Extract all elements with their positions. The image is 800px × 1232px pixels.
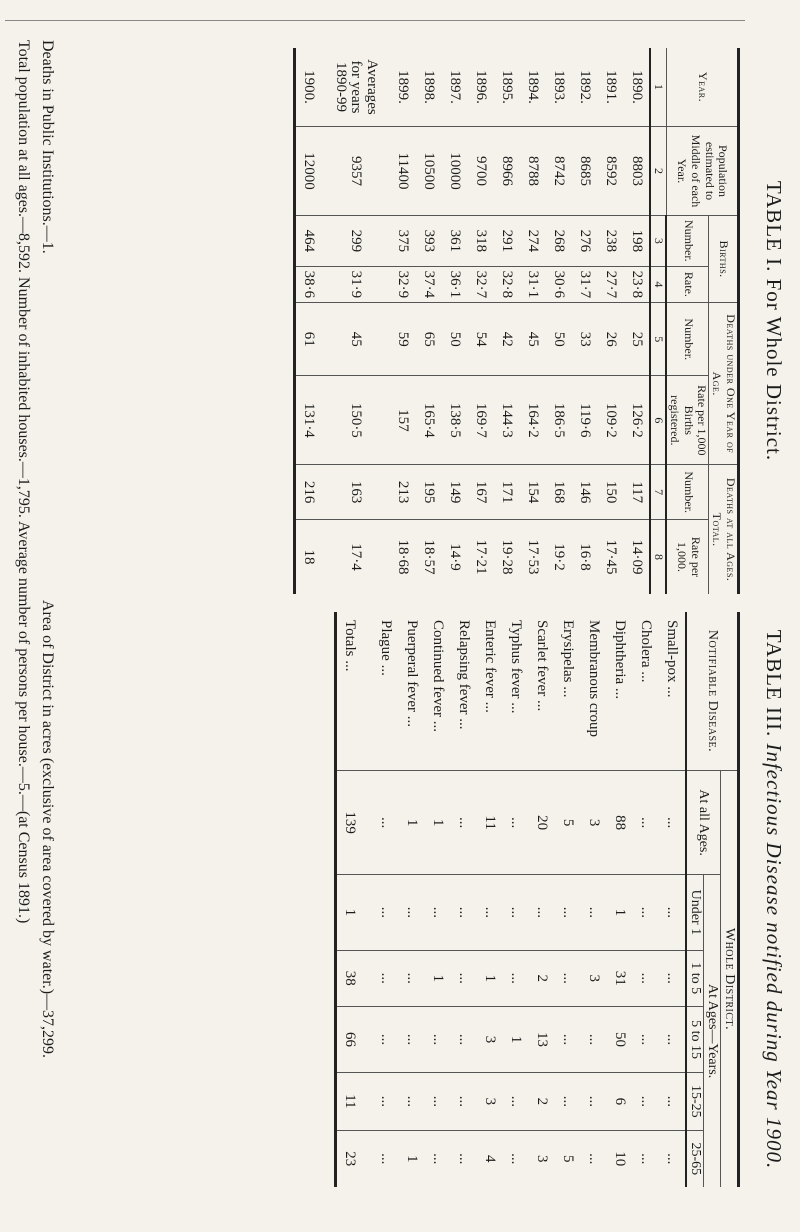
- table-cell: 18: [294, 520, 322, 594]
- table-row: [373, 612, 399, 1187]
- table-cell: ...: [477, 875, 503, 950]
- table-cell: ...: [581, 1006, 607, 1072]
- table-cell: ...: [503, 1130, 529, 1187]
- table-cell: 23: [335, 1130, 363, 1187]
- table-cell: ...: [659, 1073, 686, 1131]
- table-cell: 37·4: [415, 266, 441, 303]
- table3-title-rest: Infectious Disease notified during Year 1900.: [762, 743, 786, 1170]
- footer-line-2: Total population at all ages.—8,592. Number of inhabited houses.—1,795. Average number of persons per house.—5.—(at Census 1891.): [15, 40, 32, 924]
- col-number: 8: [650, 520, 666, 594]
- table-cell: 6: [607, 1073, 633, 1131]
- table-cell: 169·7: [467, 376, 493, 465]
- spacer-cell: [363, 950, 373, 1006]
- spacer-cell: [379, 48, 389, 127]
- table-cell: 1: [425, 950, 451, 1006]
- row-label: Enteric fever ...: [482, 620, 499, 713]
- table-row: [623, 48, 650, 594]
- table-cell: 146: [571, 465, 597, 520]
- table-cell: 165·4: [415, 376, 441, 465]
- table-cell: ...: [659, 1006, 686, 1072]
- table-cell: ...: [581, 1130, 607, 1187]
- table-cell: 361: [441, 216, 467, 267]
- current-year-row: [294, 48, 322, 594]
- spacer-cell: [322, 520, 332, 594]
- row-label: 1892.: [576, 70, 593, 104]
- spacer-cell: [379, 303, 389, 376]
- table-cell: 1: [425, 771, 451, 875]
- table-cell: 1: [335, 875, 363, 950]
- spacer-cell: [379, 266, 389, 303]
- table-cell: 13: [529, 1006, 555, 1072]
- table-cell: 5: [555, 771, 581, 875]
- table-row: [519, 48, 545, 594]
- row-label: Small-pox ...: [664, 620, 681, 698]
- table-cell: ...: [503, 1073, 529, 1131]
- table-cell: ...: [373, 1006, 399, 1072]
- spacer-cell: [363, 1006, 373, 1072]
- table1-title-rest: For Whole District.: [762, 278, 786, 462]
- row-label: 1891.: [602, 70, 619, 104]
- table-cell: ...: [659, 875, 686, 950]
- table-cell: 10000: [441, 127, 467, 216]
- table-cell: 1: [607, 875, 633, 950]
- table-cell: 10500: [415, 127, 441, 216]
- table-row: [503, 612, 529, 1187]
- col-number: 2: [650, 127, 666, 216]
- table-cell: ...: [425, 875, 451, 950]
- spacer-row: [363, 612, 373, 1187]
- table-cell: 88: [607, 771, 633, 875]
- row-label: Plague ...: [378, 620, 395, 676]
- table-cell: 17·53: [519, 520, 545, 594]
- row-label: Relapsing fever ...: [456, 620, 473, 730]
- table-cell: 17·4: [332, 520, 379, 594]
- table-cell: ...: [399, 950, 425, 1006]
- table-cell: ...: [425, 1130, 451, 1187]
- table-cell: 11: [477, 771, 503, 875]
- table-cell: 117: [623, 465, 650, 520]
- table-cell: 3: [477, 1006, 503, 1072]
- table-cell: ...: [529, 875, 555, 950]
- totals-row: [335, 612, 363, 1187]
- table-cell: ...: [633, 875, 659, 950]
- table-cell: ...: [425, 1073, 451, 1131]
- spacer-cell: [322, 216, 332, 267]
- header-whole-district: Whole District.: [720, 771, 738, 1188]
- table-cell: 45: [519, 303, 545, 376]
- table-cell: 50: [545, 303, 571, 376]
- table-cell: ...: [633, 1073, 659, 1131]
- averages-row: [332, 48, 379, 594]
- table3-infectious-disease: [334, 612, 740, 1187]
- header-year: Year.: [666, 48, 738, 127]
- row-label: 1900.: [301, 70, 318, 104]
- table-cell: 109·2: [597, 376, 623, 465]
- header-15-25: 15-25: [686, 1073, 704, 1131]
- table-cell: 8742: [545, 127, 571, 216]
- table-cell: 38: [335, 950, 363, 1006]
- table-cell: 144·3: [493, 376, 519, 465]
- table-cell: 32·7: [467, 266, 493, 303]
- table-cell: 171: [493, 465, 519, 520]
- header-infant-number: Number.: [666, 303, 709, 376]
- table1-column-number-row: [650, 48, 666, 594]
- spacer-cell: [379, 465, 389, 520]
- table-cell: 42: [493, 303, 519, 376]
- table-row: [555, 612, 581, 1187]
- table-row: [493, 48, 519, 594]
- table-cell: 2: [529, 950, 555, 1006]
- table-cell: 3: [529, 1130, 555, 1187]
- table3-title: [761, 612, 786, 1187]
- col-number: 7: [650, 465, 666, 520]
- table-cell: 8788: [519, 127, 545, 216]
- spacer-cell: [379, 216, 389, 267]
- col-number: 4: [650, 266, 666, 303]
- table-cell: 299: [332, 216, 379, 267]
- table-cell: 119·6: [571, 376, 597, 465]
- table-row: [607, 612, 633, 1187]
- footer-line-1: [36, 40, 58, 1190]
- table-cell: ...: [633, 1130, 659, 1187]
- table-cell: ...: [503, 950, 529, 1006]
- table-cell: 3: [477, 1073, 503, 1131]
- table-cell: 238: [597, 216, 623, 267]
- table-cell: 8592: [597, 127, 623, 216]
- table-cell: 31·7: [571, 266, 597, 303]
- table-cell: 65: [415, 303, 441, 376]
- table-cell: ...: [399, 1073, 425, 1131]
- table-row: [659, 612, 686, 1187]
- spacer-cell: [322, 376, 332, 465]
- table-cell: 164·2: [519, 376, 545, 465]
- row-label: 1894.: [524, 70, 541, 104]
- table-cell: ...: [399, 875, 425, 950]
- table-cell: 1: [399, 771, 425, 875]
- table-cell: 19·2: [545, 520, 571, 594]
- header-5-to-15: 5 to 15: [686, 1006, 704, 1072]
- table-cell: ...: [451, 771, 477, 875]
- header-disease: Notifiable Disease.: [686, 612, 739, 771]
- table-cell: 66: [335, 1006, 363, 1072]
- table-cell: ...: [555, 1073, 581, 1131]
- table-cell: 291: [493, 216, 519, 267]
- row-label: 1890.: [628, 70, 645, 104]
- table-cell: ...: [633, 771, 659, 875]
- table-cell: 274: [519, 216, 545, 267]
- table-row: [467, 48, 493, 594]
- col-number: 3: [650, 216, 666, 267]
- table-cell: 11: [335, 1073, 363, 1131]
- table-cell: ...: [373, 1073, 399, 1131]
- header-all-ages: At all Ages.: [686, 771, 721, 875]
- row-label: Scarlet fever ...: [534, 620, 551, 712]
- header-births: Births.: [709, 216, 739, 303]
- row-label: 1899.: [394, 70, 411, 104]
- table-cell: 32·9: [389, 266, 415, 303]
- table1-title-prefix: TABLE I.: [762, 180, 786, 273]
- table-cell: ...: [659, 1130, 686, 1187]
- table-cell: 50: [607, 1006, 633, 1072]
- spacer-cell: [363, 771, 373, 875]
- table-row: [477, 612, 503, 1187]
- table-cell: 30·6: [545, 266, 571, 303]
- table-cell: 216: [294, 465, 322, 520]
- table3-group-header-row: [720, 612, 738, 1187]
- table-cell: 54: [467, 303, 493, 376]
- header-total-number: Number.: [666, 465, 709, 520]
- spacer-cell: [322, 127, 332, 216]
- row-label: Cholera ...: [638, 620, 655, 683]
- table-cell: 167: [467, 465, 493, 520]
- header-infant-deaths: Deaths under One Year of Age.: [709, 303, 739, 465]
- table-row: [529, 612, 555, 1187]
- table-row: [415, 48, 441, 594]
- table-cell: 31: [607, 950, 633, 1006]
- spacer-cell: [322, 465, 332, 520]
- spacer-cell: [363, 612, 373, 771]
- table-cell: 318: [467, 216, 493, 267]
- spacer-cell: [379, 520, 389, 594]
- table-cell: 36·1: [441, 266, 467, 303]
- header-25-65: 25-65: [686, 1130, 704, 1187]
- spacer-cell: [363, 1130, 373, 1187]
- table-row: [545, 48, 571, 594]
- table-cell: 3: [581, 950, 607, 1006]
- table-cell: 1: [503, 1006, 529, 1072]
- col-number: 6: [650, 376, 666, 465]
- row-label: Typhus fever ...: [508, 620, 525, 714]
- table-cell: ...: [633, 950, 659, 1006]
- table-cell: 139: [335, 771, 363, 875]
- col-number: 1: [650, 48, 666, 127]
- table-cell: 375: [389, 216, 415, 267]
- table-cell: ...: [555, 1006, 581, 1072]
- table-cell: 38·6: [294, 266, 322, 303]
- table-cell: 150·5: [332, 376, 379, 465]
- row-label: 1898.: [420, 70, 437, 104]
- table-cell: ...: [451, 950, 477, 1006]
- table-cell: 268: [545, 216, 571, 267]
- header-at-ages: At Ages—Years.: [703, 875, 720, 1187]
- row-label: Membranous croup: [586, 620, 603, 738]
- table-cell: 16·8: [571, 520, 597, 594]
- table-cell: ...: [659, 771, 686, 875]
- table-row: [633, 612, 659, 1187]
- table-row: [581, 612, 607, 1187]
- table-cell: 27·7: [597, 266, 623, 303]
- table-cell: 11400: [389, 127, 415, 216]
- header-population: Population estimated to Middle of each Year.: [666, 127, 738, 216]
- table-cell: ...: [555, 875, 581, 950]
- spacer-cell: [363, 875, 373, 950]
- row-label: Erysipelas ...: [560, 620, 577, 698]
- spacer-row: [322, 48, 332, 594]
- table-cell: ...: [633, 1006, 659, 1072]
- table-cell: 157: [389, 376, 415, 465]
- row-label: 1895.: [498, 70, 515, 104]
- footer-area: Area of District in acres (exclusive of area covered by water.)—37,299.: [39, 600, 56, 1059]
- table-cell: 61: [294, 303, 322, 376]
- row-label: Totals ...: [342, 620, 359, 672]
- header-births-number: Number.: [666, 216, 709, 267]
- table3-body: [335, 612, 686, 1187]
- table-cell: ...: [555, 950, 581, 1006]
- table-cell: 2: [529, 1073, 555, 1131]
- table-cell: ...: [659, 950, 686, 1006]
- table-cell: 276: [571, 216, 597, 267]
- table-cell: 20: [529, 771, 555, 875]
- row-label: Averages for years 1890-99: [332, 59, 381, 115]
- table-cell: 23·8: [623, 266, 650, 303]
- table-cell: ...: [425, 1006, 451, 1072]
- table-cell: ...: [451, 1073, 477, 1131]
- table-cell: 18·68: [389, 520, 415, 594]
- row-label: Diphtheria ...: [612, 620, 629, 700]
- spacer-cell: [379, 127, 389, 216]
- table-cell: 19·28: [493, 520, 519, 594]
- table-row: [451, 612, 477, 1187]
- row-label: 1893.: [550, 70, 567, 104]
- table-cell: 4: [477, 1130, 503, 1187]
- table-row: [399, 612, 425, 1187]
- table1-title: [761, 48, 786, 594]
- table-cell: 393: [415, 216, 441, 267]
- table-row: [597, 48, 623, 594]
- table-cell: ...: [581, 875, 607, 950]
- row-label: Continued fever ...: [430, 620, 447, 733]
- table-cell: 8966: [493, 127, 519, 216]
- table1-group-header-row: [709, 48, 739, 594]
- table-cell: 32·8: [493, 266, 519, 303]
- row-label: Puerperal fever ...: [404, 620, 421, 728]
- table-cell: 168: [545, 465, 571, 520]
- table-cell: 198: [623, 216, 650, 267]
- table-cell: 5: [555, 1130, 581, 1187]
- table-cell: ...: [451, 1130, 477, 1187]
- spacer-cell: [363, 1073, 373, 1131]
- table-row: [441, 48, 467, 594]
- header-1-to-5: 1 to 5: [686, 950, 704, 1006]
- table-cell: ...: [581, 1073, 607, 1131]
- table-cell: ...: [373, 875, 399, 950]
- table-cell: 45: [332, 303, 379, 376]
- table-cell: 126·2: [623, 376, 650, 465]
- row-label: 1896.: [472, 70, 489, 104]
- table-cell: 10: [607, 1130, 633, 1187]
- table-cell: 26: [597, 303, 623, 376]
- table-cell: 18·57: [415, 520, 441, 594]
- table-cell: 186·5: [545, 376, 571, 465]
- table-cell: 12000: [294, 127, 322, 216]
- table-cell: 17·21: [467, 520, 493, 594]
- table-cell: 17·45: [597, 520, 623, 594]
- spacer-cell: [322, 303, 332, 376]
- table-cell: 464: [294, 216, 322, 267]
- header-births-rate: Rate.: [666, 266, 709, 303]
- table-cell: 213: [389, 465, 415, 520]
- header-total-rate: Rate per 1,000.: [666, 520, 709, 594]
- table-cell: 59: [389, 303, 415, 376]
- spacer-row: [379, 48, 389, 594]
- table3-title-prefix: TABLE III.: [762, 629, 786, 738]
- table-cell: 150: [597, 465, 623, 520]
- table-cell: 8803: [623, 127, 650, 216]
- table-cell: ...: [451, 875, 477, 950]
- header-total-deaths: Deaths at all Ages. Total.: [709, 465, 739, 594]
- header-under-1: Under 1: [686, 875, 704, 950]
- table-cell: ...: [373, 950, 399, 1006]
- table-cell: ...: [373, 771, 399, 875]
- table-cell: 31·1: [519, 266, 545, 303]
- table-cell: 195: [415, 465, 441, 520]
- table-cell: 131·4: [294, 376, 322, 465]
- table-cell: ...: [373, 1130, 399, 1187]
- table-cell: 25: [623, 303, 650, 376]
- table-cell: 9357: [332, 127, 379, 216]
- table1-body: [294, 48, 650, 594]
- table-row: [425, 612, 451, 1187]
- table-cell: ...: [503, 875, 529, 950]
- spacer-cell: [379, 376, 389, 465]
- table-cell: 1: [399, 1130, 425, 1187]
- table-cell: 50: [441, 303, 467, 376]
- table-cell: 33: [571, 303, 597, 376]
- table1-whole-district: [293, 48, 740, 594]
- row-label: 1897.: [446, 70, 463, 104]
- table-row: [389, 48, 415, 594]
- table-cell: 31·9: [332, 266, 379, 303]
- table-cell: 9700: [467, 127, 493, 216]
- footer-public-institutions: Deaths in Public Institutions.—1.: [39, 40, 56, 254]
- table-row: [571, 48, 597, 594]
- table-cell: 14·09: [623, 520, 650, 594]
- table-cell: 138·5: [441, 376, 467, 465]
- table-cell: 149: [441, 465, 467, 520]
- spacer-cell: [322, 266, 332, 303]
- table-cell: 163: [332, 465, 379, 520]
- table-cell: 8685: [571, 127, 597, 216]
- col-number: 5: [650, 303, 666, 376]
- table-cell: 14·9: [441, 520, 467, 594]
- table-cell: 1: [477, 950, 503, 1006]
- spacer-cell: [322, 48, 332, 127]
- table-cell: ...: [503, 771, 529, 875]
- table-cell: ...: [451, 1006, 477, 1072]
- table-cell: 154: [519, 465, 545, 520]
- header-infant-rate: Rate per 1,000 Births registered.: [666, 376, 709, 465]
- table-cell: ...: [399, 1006, 425, 1072]
- table-cell: 3: [581, 771, 607, 875]
